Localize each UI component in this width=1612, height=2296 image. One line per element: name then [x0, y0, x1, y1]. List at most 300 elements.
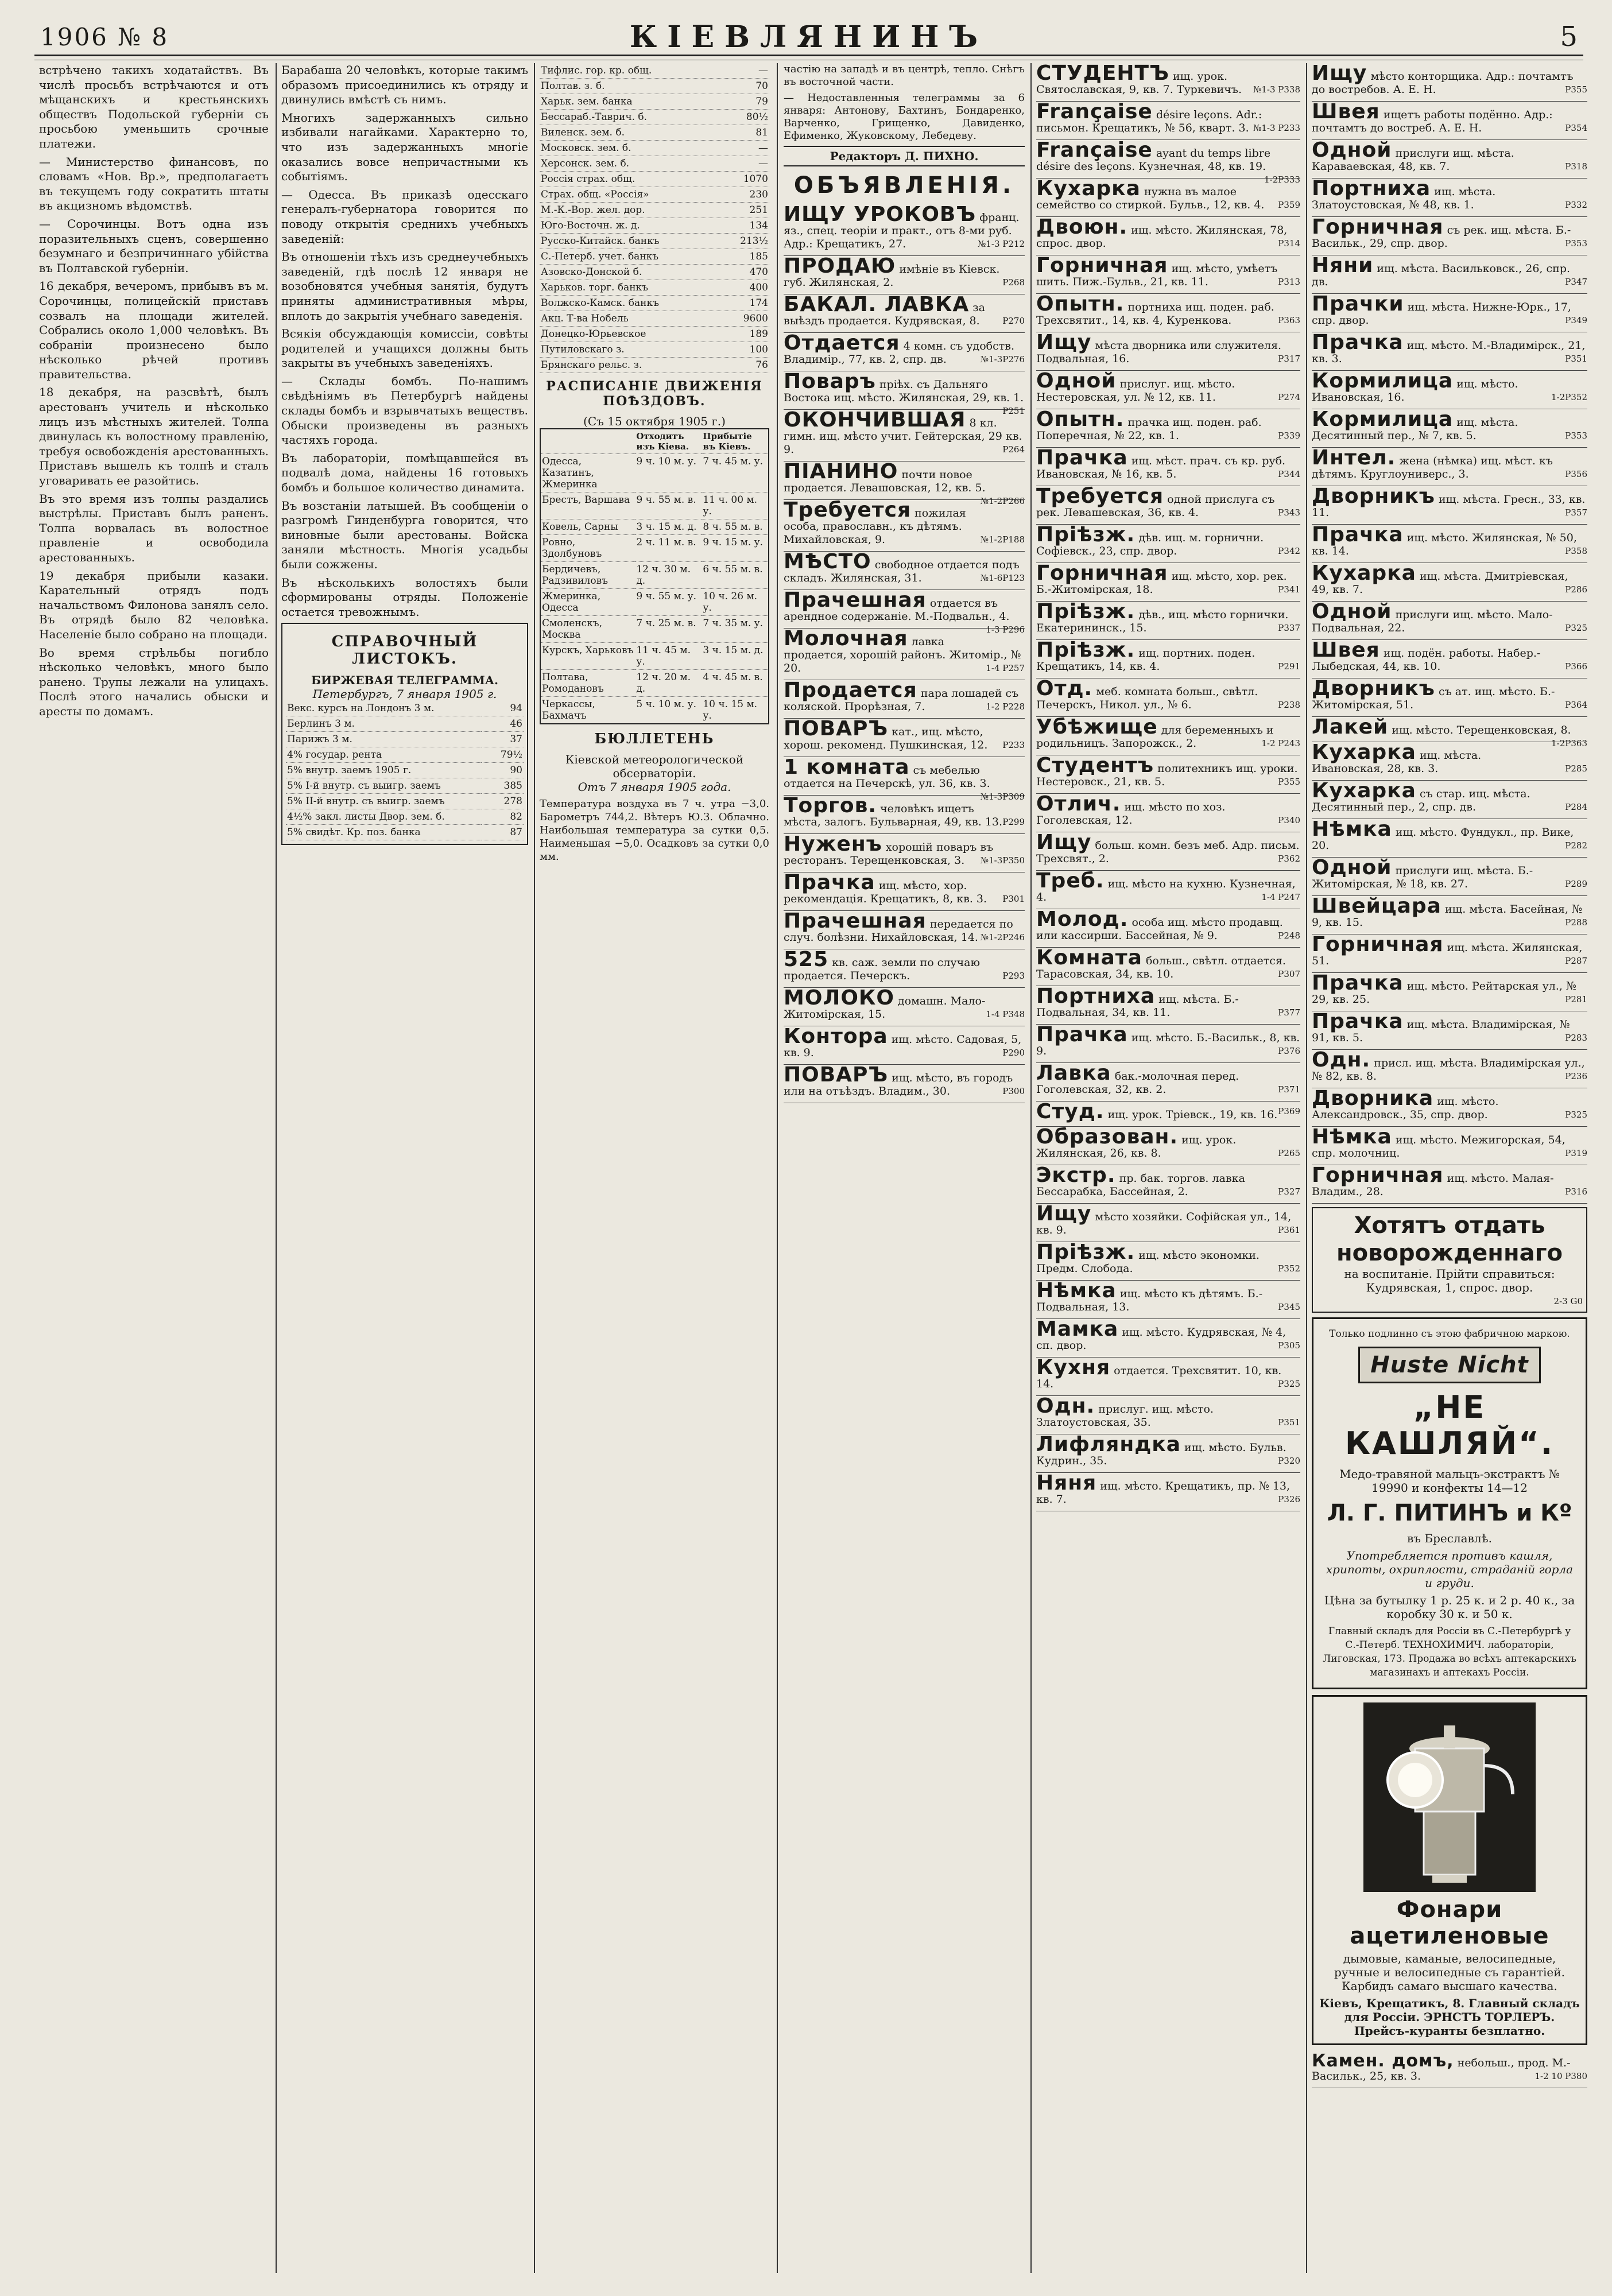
exchange-row — [286, 701, 524, 716]
news-paragraph: встрѣчено такихъ ходатайствъ. Въ числѣ просьбъ встрѣчаются и отъ мѣщанскихъ и крестьянскихъ обществъ Подольской губерніи съ просьбою уменьшить срочные платежи. — [39, 63, 269, 150]
ad-keyword: ОКОНЧИВШАЯ — [784, 408, 966, 432]
schedule-row — [540, 492, 769, 519]
row-label: 5% внутр. заемъ 1905 г. — [286, 763, 481, 778]
ad-text: нужна въ малое семейство со стиркой. Бульв., 12, кв. 4. — [1036, 185, 1265, 211]
row-label: Харьков. торг. банкъ — [540, 280, 727, 296]
ad-text: съ ат. ищ. мѣсто. Б.-Житомірская, 51. — [1312, 685, 1555, 711]
ad-keyword: Прачки — [1312, 292, 1404, 316]
row-value: — — [727, 63, 769, 79]
schedule-route: Брестъ, Варшава — [540, 492, 635, 519]
ads-column-3 — [1312, 63, 1587, 2273]
ad-code: P291 — [1278, 661, 1300, 672]
stock-table — [540, 63, 769, 373]
column-rule — [1030, 63, 1032, 2273]
ad-text: ищ. мѣсто. Бульв. Кудрин., 35. — [1036, 1441, 1286, 1467]
ad-code: 1-4 P247 — [1261, 892, 1300, 902]
ad-code: P352 — [1278, 1263, 1300, 1274]
ad-text: désire leçons. Adr.: письмон. Крещатикъ, № 56, кварт. 3. — [1036, 108, 1262, 134]
classified-ad — [1036, 1242, 1300, 1281]
schedule-route: Жмеринка, Одесса — [540, 589, 635, 616]
ad-keyword: Одной — [1312, 856, 1392, 879]
ad-text: 4 комн. съ удобств. Владимір., 77, кв. 2, спр. дв. — [784, 340, 1015, 366]
ad-keyword: Пріѣзж. — [1036, 600, 1136, 623]
schedule-title: РАСПИСАНІЕ ДВИЖЕНІЯ ПОѢЗДОВЪ. — [546, 379, 763, 409]
news-paragraph: — Сорочинцы. Вотъ одна изъ поразительныхъ сценъ, совершенно безумнаго и безпричиннаго убійства въ Полтавской губерніи. — [39, 216, 269, 275]
classified-ad — [1036, 63, 1300, 102]
weather-forecast-text: частію на западѣ и въ центрѣ, тепло. Снѣгъ въ восточной части. — [784, 63, 1025, 88]
schedule-departure: 12 ч. 20 м. д. — [635, 670, 702, 697]
exchange-row — [286, 794, 524, 809]
ad-keyword: Нѣмка — [1312, 817, 1392, 841]
ad-code: P236 — [1565, 1071, 1587, 1081]
ad-text: меб. комната больш., свѣтл. Печерскъ, Никол. ул., № 6. — [1036, 685, 1258, 711]
bottom-ad-code: 1-2 10 P380 — [1534, 2071, 1587, 2081]
ad-text: съ мебелью отдается на Печерскѣ, ул. 36, кв. 3. — [784, 764, 990, 790]
news-paragraph: Въ отношеніи тѣхъ изъ среднеучебныхъ заведеній, гдѣ послѣ 12 января не возобновятся учебныя занятія, будутъ приняты административныя мѣры, вплоть до закрытія учебнаго заведенія. — [281, 250, 528, 323]
ad-text: передается по случ. болѣзни. Нихайловская, 14. — [784, 918, 1013, 944]
ad-code: №1-3 P338 — [1253, 84, 1300, 95]
classified-ad — [1036, 102, 1300, 140]
ad-text: прислуг. ищ. мѣсто. Златоустовская, 35. — [1036, 1403, 1214, 1429]
ad-code: P281 — [1565, 994, 1587, 1004]
ad-code: P282 — [1565, 840, 1587, 851]
ad-code: P299 — [1002, 817, 1025, 827]
ad-text: кат., ищ. мѣсто, хорош. рекоменд. Пушкинская, 12. — [784, 726, 988, 751]
schedule-header-cell: Отходитъ изъ Кіева. — [635, 429, 702, 454]
schedule-departure: 11 ч. 45 м. у. — [635, 643, 702, 670]
ad-keyword: Одн. — [1312, 1048, 1371, 1072]
ad-keyword: Прачка — [1312, 971, 1404, 995]
ad-code: P347 — [1565, 277, 1587, 287]
stock-row — [540, 94, 769, 110]
ad-code: P363 — [1278, 315, 1300, 325]
classified-ad — [784, 988, 1025, 1026]
stock-row — [540, 79, 769, 94]
ad-text: ищ. урок. Тріевск., 19, кв. 16. — [1107, 1108, 1278, 1121]
ad-text: бак.-молочная перед. Гоголевская, 32, кв. 2. — [1036, 1070, 1239, 1096]
ad-keyword: Опытн. — [1036, 408, 1125, 431]
row-label: Россія страх. общ. — [540, 172, 727, 187]
classified-ad — [1036, 640, 1300, 678]
ad-keyword: Прачешная — [784, 588, 927, 612]
ad-code: P289 — [1565, 879, 1587, 889]
classified-ad — [784, 370, 1025, 416]
ad-text: политехникъ ищ. уроки. Нестеровск., 21, кв. 5. — [1036, 762, 1298, 788]
ad-code: P357 — [1565, 507, 1587, 518]
ad-text: свободное отдается подъ складъ. Жилянская, 31. — [784, 559, 1020, 584]
ad-keyword: Убѣжище — [1036, 715, 1158, 739]
classified-ad — [784, 1026, 1025, 1065]
row-label: 5% II-й внутр. съ выигр. заемъ — [286, 794, 481, 809]
stocks-schedule-column — [540, 63, 769, 2273]
ad-text: ищ. мѣсто. Жилянская, 78, спрос. двор. — [1036, 224, 1288, 250]
ad-keyword: Поваръ — [784, 370, 876, 393]
ad-code: P285 — [1565, 763, 1587, 774]
ad-code: 1-2P333 — [1264, 174, 1300, 185]
ad-text: дѣв. ищ. м. горнични. Софіевск., 23, спр. двор. — [1036, 532, 1264, 557]
ad-keyword: СТУДЕНТЪ — [1036, 63, 1169, 85]
classified-ad — [1312, 217, 1587, 255]
ad-keyword: Швея — [1312, 100, 1380, 123]
classified-ad — [1312, 715, 1587, 748]
huste-nicht-ad — [1312, 1317, 1587, 1689]
row-label: Брянскаго рельс. з. — [540, 358, 727, 373]
classified-ad — [1312, 409, 1587, 448]
ad-keyword: Отд. — [1036, 677, 1093, 700]
row-value: 76 — [727, 358, 769, 373]
news-paragraph: Барабаша 20 человѣкъ, которые такимъ образомъ присоединились къ отряду и двинулись вмѣстѣ съ нимъ. — [281, 63, 528, 107]
ad-code: P251 — [1002, 406, 1025, 416]
classified-ad — [1036, 1281, 1300, 1319]
ad-text: домашн. Мало-Житомірская, 15. — [784, 995, 986, 1021]
exchange-row — [286, 809, 524, 825]
ad-keyword: Лавка — [1036, 1061, 1111, 1085]
row-label: Парижъ 3 м. — [286, 732, 481, 747]
ad-keyword: Мамка — [1036, 1317, 1119, 1341]
ad-text: жена (нѣмка) ищ. мѣст. къ дѣтямъ. Круглоуниверс., 3. — [1312, 455, 1553, 480]
ad-text: ищ. мѣсто. М.-Владимірск., 21, кв. 3. — [1312, 339, 1586, 365]
ad-keyword: Дворника — [1312, 1087, 1434, 1110]
stock-row — [540, 311, 769, 327]
ad-code: №1-3P309 — [980, 792, 1025, 802]
stock-row — [540, 327, 769, 342]
ad-keyword: Пріѣзж. — [1036, 638, 1136, 662]
ad-text: лавка продается, хорошій районъ. Житомір., № 20. — [784, 635, 1021, 674]
classified-ad — [1036, 755, 1300, 794]
ad-code: №1-2P266 — [980, 496, 1025, 506]
stock-row — [540, 234, 769, 249]
stock-row — [540, 141, 769, 156]
ad-code: P340 — [1278, 815, 1300, 825]
ad-code: №1-3P276 — [980, 354, 1025, 364]
news-paragraph: 16 декабря, вечеромъ, прибывъ въ м. Сорочинцы, полицейскій приставъ созвалъ на площади жителей. Собрались около 1,000 человѣкъ. Въ собраніи произнесено было нѣсколько рѣчей противъ правительства. — [39, 279, 269, 381]
ad-text: присл. ищ. мѣста. Владимірская ул., № 82, кв. 8. — [1312, 1057, 1585, 1083]
row-value: 9600 — [727, 311, 769, 327]
ad-text: ищ. мѣсто. Садовая, 5, кв. 9. — [784, 1033, 1022, 1059]
ad-code: P342 — [1278, 546, 1300, 556]
ad-text: ищ. мѣсто. Межигорская, 54, спр. молочниц. — [1312, 1134, 1566, 1159]
ad-keyword: Пріѣзж. — [1036, 1240, 1136, 1264]
header-rule — [34, 55, 1583, 60]
ad-code: P238 — [1278, 700, 1300, 710]
row-value: 79 — [727, 94, 769, 110]
news-paragraph: Въ это время изъ толпы раздались выстрѣлы. Приставъ былъ раненъ. Толпа ворвалась въ волостное правленіе и освободила арестованныхъ. — [39, 491, 269, 564]
reference-section — [281, 623, 528, 845]
ad-code: №1-2P188 — [980, 534, 1025, 545]
newborn-ad — [1312, 1207, 1587, 1313]
ad-keyword: Няни — [1312, 254, 1374, 277]
ad-keyword: Ищу — [1036, 331, 1092, 354]
ad-keyword: Требуется — [1036, 484, 1164, 508]
ad-text: ищ. мѣсто. Александровск., 35, спр. двор. — [1312, 1095, 1499, 1121]
classified-ad — [1312, 486, 1587, 525]
stock-row — [540, 110, 769, 125]
ad-keyword: ИЩУ УРОКОВЪ — [784, 203, 976, 226]
classified-ad — [1036, 371, 1300, 409]
ad-keyword: Студентъ — [1036, 754, 1154, 777]
classified-ad — [1036, 1319, 1300, 1358]
ad-keyword: Отдается — [784, 331, 900, 355]
ad-text: ищ. портних. поден. Крещатикъ, 14, кв. 4. — [1036, 647, 1256, 673]
news-paragraph: — Министерство финансовъ, по словамъ «Нов. Вр.», предполагаетъ въ текущемъ году сократить штаты въ акцизномъ вѣдомствѣ. — [39, 154, 269, 213]
exchange-table — [286, 701, 524, 840]
row-value: 90 — [481, 763, 524, 778]
row-value: 80½ — [727, 110, 769, 125]
ad-keyword: 1 комната — [784, 755, 910, 779]
ad-keyword: 525 — [784, 948, 829, 971]
row-value: 46 — [481, 716, 524, 732]
ad-text: за выѣздъ продается. Кудрявская, 8. — [784, 301, 985, 327]
ad-code: P369 — [1278, 1106, 1300, 1116]
classified-ad — [784, 294, 1025, 333]
schedule-route: Черкассы, Бахмачъ — [540, 697, 635, 724]
stock-row — [540, 125, 769, 141]
ad-keyword: ПОВАРЪ — [784, 717, 889, 740]
ad-code: P359 — [1278, 200, 1300, 210]
ad-code: 1-2 P228 — [986, 701, 1025, 712]
ad-text: ищ. мѣста. Васильковск., 26, спр. дв. — [1312, 262, 1571, 288]
schedule-departure: 9 ч. 55 м. у. — [635, 589, 702, 616]
exchange-date: Петербургъ, 7 января 1905 г. — [312, 687, 497, 701]
schedule-route: Бердичевъ, Радзивиловъ — [540, 562, 635, 589]
ad-keyword: Одной — [1312, 138, 1392, 162]
ad-code: P366 — [1565, 661, 1587, 672]
classified-ad — [1312, 1050, 1587, 1088]
classified-ad — [1036, 1063, 1300, 1102]
row-value: 81 — [727, 125, 769, 141]
lamp-title: Фонари ацетиленовые — [1350, 1896, 1549, 1949]
news-paragraph: Многихъ задержанныхъ сильно избивали нагайками. Характерно то, что изъ задержанныхъ многіе оказались вовсе непричастными къ событіямъ. — [281, 110, 528, 184]
classified-ad — [1312, 332, 1587, 371]
schedule-departure: 5 ч. 10 м. у. — [635, 697, 702, 724]
ad-keyword: Прачка — [1312, 331, 1404, 354]
schedule-departure: 12 ч. 30 м. д. — [635, 562, 702, 589]
ad-keyword: Требуется — [784, 498, 912, 522]
ad-code: P318 — [1565, 161, 1587, 172]
classified-ad — [1312, 140, 1587, 179]
ad-text: ищ. мѣсто. Рейтарская ул., № 29, кв. 25. — [1312, 980, 1576, 1006]
ad-text: пр. бак. торгов. лавка Бессарабка, Бассейная, 2. — [1036, 1172, 1245, 1198]
schedule-arrival: 8 ч. 55 м. в. — [702, 519, 769, 535]
news-column-2-text — [281, 63, 528, 619]
schedule-row — [540, 535, 769, 562]
ad-code: P325 — [1278, 1379, 1300, 1389]
ad-text: ищ. мѣста. Басейная, № 9, кв. 15. — [1312, 903, 1583, 929]
ad-code: P319 — [1565, 1148, 1587, 1158]
classified-ad — [1036, 678, 1300, 717]
ad-code: P290 — [1002, 1048, 1025, 1058]
row-value: 470 — [727, 265, 769, 280]
ad-text: прислуги ищ. мѣсто. Мало-Подвальная, 22. — [1312, 608, 1553, 634]
ad-keyword: Швея — [1312, 638, 1380, 662]
hn-firm: Л. Г. ПИТИНЪ и Кº — [1327, 1500, 1572, 1526]
ad-text: почти новое продается. Левашовская, 12, кв. 5. — [784, 468, 986, 494]
classified-ad — [1312, 781, 1587, 819]
ad-keyword: Треб. — [1036, 869, 1105, 893]
classified-ad — [1312, 448, 1587, 486]
ad-text: ищ. мѣста. Златоустовская, № 48, кв. 1. — [1312, 185, 1496, 211]
classified-ad — [784, 911, 1025, 949]
ad-code: P377 — [1278, 1007, 1300, 1018]
row-label: 4% государ. рента — [286, 747, 481, 763]
ad-keyword: Дворникъ — [1312, 677, 1435, 700]
row-value: 185 — [727, 249, 769, 265]
ad-keyword: ПОВАРЪ — [784, 1063, 889, 1087]
ad-text: ищ. мѣсто къ дѣтямъ. Б.-Подвальная, 13. — [1036, 1287, 1263, 1313]
news-paragraph: 18 декабря, на разсвѣтѣ, былъ арестованъ учитель и нѣсколько лицъ изъ мѣстныхъ жителей. Толпа двинулась къ волостному правленію, требуя освобожденія арестованныхъ. Приставъ вышелъ къ толпѣ и сталъ уговаривать ее разойтись. — [39, 385, 269, 488]
ad-keyword: ПРОДАЮ — [784, 254, 896, 278]
classified-ad — [1036, 1473, 1300, 1511]
ad-code: P293 — [1002, 971, 1025, 981]
hn-city: въ Бреславлѣ. — [1407, 1531, 1492, 1545]
classified-ad — [784, 333, 1025, 371]
classified-ad — [784, 204, 1025, 256]
news-column-1 — [39, 63, 269, 2273]
ad-keyword: Горничная — [1312, 215, 1444, 239]
classified-ad — [1036, 1358, 1300, 1396]
classified-ad — [784, 949, 1025, 988]
classified-ad — [784, 588, 1025, 635]
news-paragraph: Въ возстаніи латышей. Въ сообщеніи о разгромѣ Гинденбурга говорится, что виновные были арестованы. Войска заняли мѣстность. Многія усадьбы были сожжены. — [281, 498, 528, 571]
weather-text: Температура воздуха въ 7 ч. утра −3,0. Барометръ 744,2. Вѣтеръ Ю.З. Облачно. Наибольшая температура за сутки 0,5. Наименьшая −5,0. Осадковъ за сутки 0,0 мм. — [540, 798, 769, 863]
row-value: 189 — [727, 327, 769, 342]
ad-code: P376 — [1278, 1046, 1300, 1056]
ad-code: P362 — [1278, 854, 1300, 864]
ads-column-1 — [784, 63, 1025, 2273]
ad-text: ищ. мѣста. Жилянская, 51. — [1312, 941, 1583, 967]
classified-ad — [1312, 371, 1587, 409]
classified-ad — [784, 410, 1025, 461]
classified-ad — [784, 755, 1025, 802]
ad-keyword: Ищу — [1036, 831, 1092, 854]
row-value: 174 — [727, 296, 769, 311]
ad-keyword: Портниха — [1036, 984, 1156, 1008]
schedule-arrival: 4 ч. 45 м. в. — [702, 670, 769, 697]
row-label: М.-К.-Вор. жел. дор. — [540, 203, 727, 218]
ad-code: P264 — [1002, 444, 1025, 455]
ad-code: P327 — [1278, 1186, 1300, 1197]
telegram-note: — Недоставленныя телеграммы за 6 января: Антонову, Бахтинъ, Бондаренко, Варченко, Грищенко, Давиденко, Ефименко, Жуковскому, Лебедеву. — [784, 92, 1025, 142]
row-label: 5% свидѣт. Кр. поз. банка — [286, 825, 481, 840]
ad-text: ищ. мѣсто. Ивановская, 16. — [1312, 378, 1518, 404]
ad-text: ищ. мѣста. Десятинный пер., № 7, кв. 5. — [1312, 416, 1518, 442]
stock-row — [540, 342, 769, 358]
ad-keyword: Швейцара — [1312, 894, 1442, 918]
schedule-row — [540, 589, 769, 616]
column-rule — [534, 63, 535, 2273]
ad-code: №1-3 P233 — [1253, 123, 1300, 133]
row-value: 385 — [481, 778, 524, 794]
ad-keyword: Горничная — [1036, 561, 1168, 585]
weather-subtitle: Кіевской метеорологической обсерваторіи. — [565, 753, 744, 780]
ad-keyword: Интел. — [1312, 446, 1396, 470]
ad-text: франц. яз., спец. теоріи и практ., отъ 8-ми руб. Адр.: Крещатикъ, 27. — [784, 211, 1020, 250]
row-label: Волжско-Камск. банкъ — [540, 296, 727, 311]
ad-keyword: Française — [1036, 138, 1153, 162]
ad-text: мѣсто конторщика. Адр.: почтамтъ до востребов. А. Е. Н. — [1312, 70, 1574, 96]
ad-text: мѣста дворника или служителя. Подвальная, 16. — [1036, 339, 1282, 365]
ad-code: P351 — [1565, 354, 1587, 364]
row-label: С.-Петерб. учет. банкъ — [540, 249, 727, 265]
ad-text: ищ. мѣста. Б.-Подвальная, 34, кв. 11. — [1036, 993, 1239, 1019]
ad-code: №1-2P246 — [980, 932, 1025, 943]
stock-row — [540, 265, 769, 280]
classified-ad — [1312, 858, 1587, 896]
stock-row — [540, 280, 769, 296]
schedule-arrival: 10 ч. 26 м. у. — [702, 589, 769, 616]
ad-text: ищ. мѣсто. Малая-Владим., 28. — [1312, 1172, 1554, 1198]
classified-ad — [1036, 525, 1300, 563]
weather-title: БЮЛЛЕТЕНЬ — [594, 730, 715, 747]
ad-code: P320 — [1278, 1456, 1300, 1466]
classified-ad — [1312, 1165, 1587, 1204]
newspaper-title: КІЕВЛЯНИНЪ — [629, 20, 989, 55]
ad-code: P233 — [1002, 740, 1025, 750]
classified-ad — [1036, 179, 1300, 217]
ads-list-1 — [784, 204, 1025, 1103]
classified-ad — [1036, 1127, 1300, 1165]
exchange-row — [286, 747, 524, 763]
schedule-row — [540, 454, 769, 492]
classified-ad — [1036, 138, 1300, 185]
hn-stockist: Главный складъ для Россіи въ С.-Петербургѣ у С.-Петерб. ТЕХНОХИМИЧ. лабораторіи, Лиговская, 173. Продажа во всѣхъ аптекарскихъ магазинахъ и аптекахъ Россіи. — [1323, 1626, 1576, 1678]
ad-keyword: Контора — [784, 1025, 888, 1048]
ad-keyword: МѢСТО — [784, 550, 871, 573]
ad-keyword: Прачка — [1036, 446, 1128, 470]
row-value: — — [727, 156, 769, 172]
ad-code: P355 — [1278, 777, 1300, 787]
ad-code: P314 — [1278, 238, 1300, 249]
classified-ad — [1312, 179, 1587, 217]
ad-keyword: Кухарка — [1312, 740, 1416, 764]
ads-heading: ОБЪЯВЛЕНІЯ. — [793, 172, 1015, 199]
ad-text: ищ. мѣст. прач. съ кр. руб. Ивановская, № 16, кв. 5. — [1036, 455, 1286, 480]
ad-keyword: Прачка — [1036, 1023, 1128, 1046]
schedule-header-cell: Прибытіе въ Кіевъ. — [702, 429, 769, 454]
ad-code: P265 — [1278, 1148, 1300, 1158]
news-paragraph: 19 декабря прибыли казаки. Карательный отрядъ подъ начальствомъ Филонова занялъ село. Въ отрядѣ было 82 человѣка. Населеніе было собрано на площади. — [39, 568, 269, 641]
ad-keyword: Прачешная — [784, 909, 927, 933]
lamp-store: Кіевъ, Крещатикъ, 8. Главный складъ для Россіи. ЭРНСТЪ ТОРЛЕРЪ. Прейсъ-куранты безплатно. — [1319, 1996, 1580, 2038]
ad-code: P286 — [1565, 584, 1587, 595]
exchange-row — [286, 778, 524, 794]
row-value: 1070 — [727, 172, 769, 187]
ad-code: P371 — [1278, 1084, 1300, 1095]
ad-text: ищ. мѣсто, хор. рекомендація. Крещатикъ, 8, кв. 3. — [784, 879, 987, 905]
ad-text: ищ. мѣсто по хоз. Гоголевская, 12. — [1036, 801, 1226, 827]
stock-row — [540, 296, 769, 311]
ad-text: пожилая особа, православн., къ дѣтямъ. Михайловская, 9. — [784, 507, 966, 546]
classified-ad — [1036, 332, 1300, 371]
ad-code: P361 — [1278, 1225, 1300, 1235]
ad-keyword: Ищу — [1312, 63, 1367, 85]
ad-keyword: Двоюн. — [1036, 215, 1128, 239]
news-column-2 — [281, 63, 528, 2273]
schedule-departure: 3 ч. 15 м. д. — [635, 519, 702, 535]
ad-code: P364 — [1565, 700, 1587, 710]
newborn-title: Хотятъ отдать новорожденнаго — [1336, 1212, 1563, 1266]
ad-text: ищ. мѣсто экономки. Предм. Слобода. — [1036, 1249, 1260, 1275]
schedule-arrival: 11 ч. 00 м. у. — [702, 492, 769, 519]
hn-top-text: Только подлинно съ этою фабричною маркою. — [1329, 1328, 1570, 1340]
ad-keyword: Лифляндка — [1036, 1433, 1181, 1456]
weather-date: Отъ 7 января 1905 года. — [578, 780, 731, 794]
exchange-row — [286, 716, 524, 732]
row-value: 87 — [481, 825, 524, 840]
ad-keyword: Горничная — [1312, 1163, 1444, 1187]
row-label: Московск. зем. б. — [540, 141, 727, 156]
ad-keyword: Нѣмка — [1312, 1125, 1392, 1149]
